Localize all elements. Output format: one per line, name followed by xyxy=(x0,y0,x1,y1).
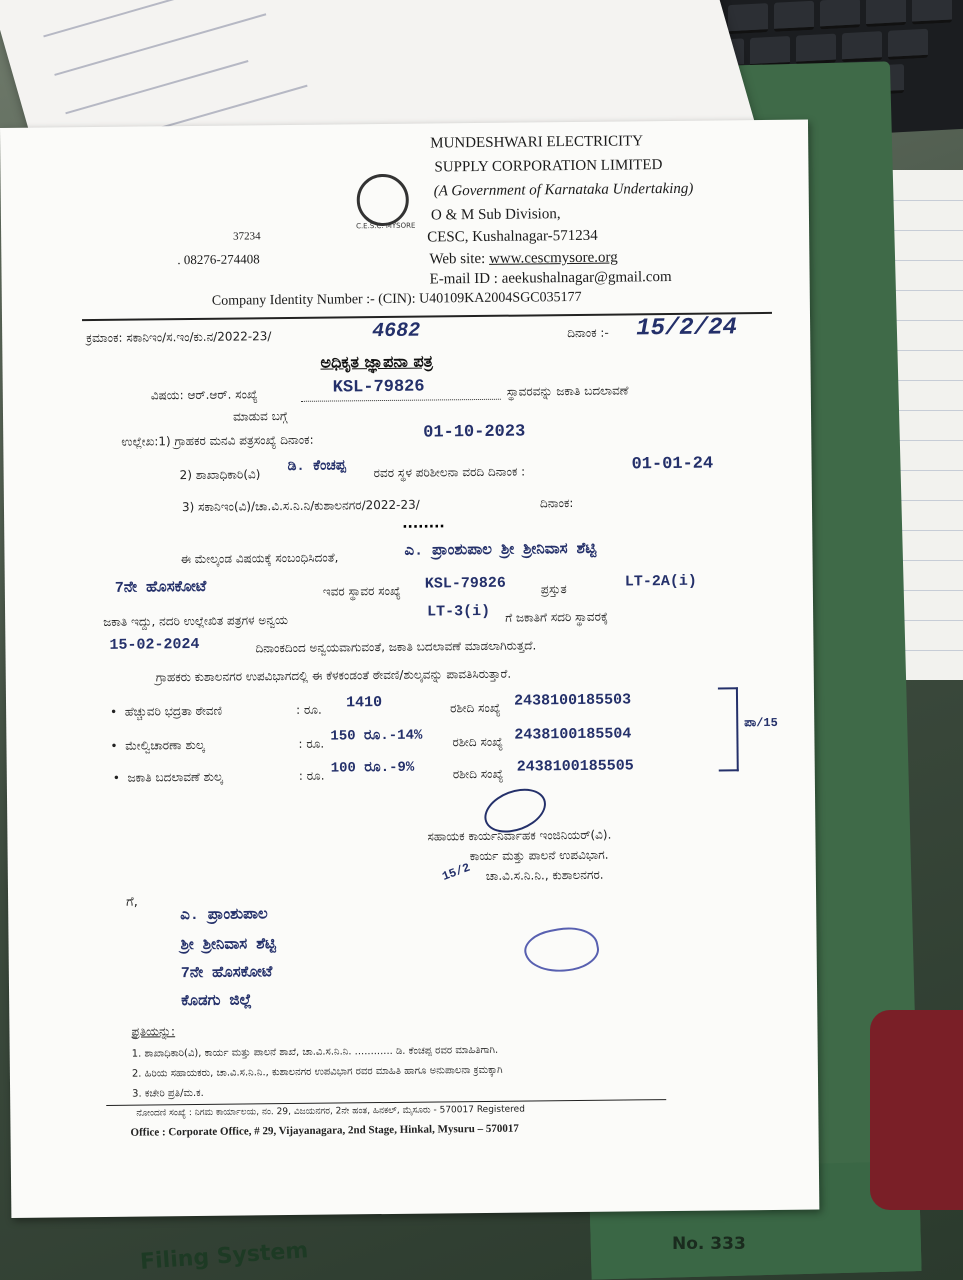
fee-bullet: • xyxy=(110,738,126,753)
footer-divider xyxy=(106,1099,666,1106)
reference1-label: ಉಲ್ಲೇಖ:1) ಗ್ರಾಹಕರ ಮನವಿ ಪತ್ರಸಂಖ್ಯೆ ದಿನಾಂಕ: xyxy=(121,432,314,449)
reference3-label: 3) ಸಕಾನಿಇಂ(ವಿ)/ಚಾ.ವಿ.ಸ.ನಿ.ನಿ/ಕುಶಾಲನಗರ/2022-23/ xyxy=(181,497,420,515)
fee-row xyxy=(110,704,222,720)
body-text6: ದಿನಾಂಕದಿಂದ ಅನ್ವಯವಾಗುವಂತೆ, ಜಕಾತಿ ಬದಲಾವಣೆ ಮಾಡಲಾಗಿರುತ್ತದೆ. xyxy=(255,638,537,656)
reference3-date-label: ದಿನಾಂಕ: xyxy=(539,496,574,511)
fee-row xyxy=(110,738,204,754)
separator-dots: ........ xyxy=(402,515,445,532)
fee-bullet: • xyxy=(112,770,128,785)
body-effective-date: 15-02-2024 xyxy=(109,635,200,654)
fee-row xyxy=(113,770,223,786)
fee-amount: 150 ರೂ.-14% xyxy=(330,727,423,745)
subject-line2: ಮಾಡುವ ಬಗ್ಗೆ xyxy=(232,409,288,424)
fee-receipt-number: 2438100185503 xyxy=(513,691,632,710)
fee-receipt-label: ರಶೀದಿ ಸಂಖ್ಯೆ xyxy=(452,766,504,782)
website-label: Web site: xyxy=(429,250,486,268)
website-link[interactable]: www.cescmysore.org xyxy=(488,249,618,267)
body-consumer-name: ಎ. ಪ್ರಾಂಶುಪಾಲ ಶ್ರೀ ಶ್ರೀನಿವಾಸ ಶೆಟ್ಟಿ xyxy=(404,540,597,560)
company-cin: Company Identity Number :- (CIN): U40109KA2004SGC035177 xyxy=(211,289,582,309)
website-row xyxy=(429,250,618,269)
office-address: CESC, Kushalnagar-571234 xyxy=(427,227,598,246)
sub-division: O & M Sub Division, xyxy=(430,206,561,224)
reference1-date: 01-10-2023 xyxy=(423,422,526,443)
copy-item: 3. ಕಚೇರಿ ಪ್ರತಿ/ಮ.ಕ. xyxy=(132,1087,204,1100)
reference-number: 4682 xyxy=(372,319,421,344)
body-village: 7ನೇ ಹೊಸಕೋಟೆ xyxy=(114,578,207,597)
body-old-tariff: LT-2A(i) xyxy=(624,572,697,591)
email-address[interactable]: aeekushalnagar@gmail.com xyxy=(501,268,672,287)
email-label: E-mail ID : xyxy=(429,270,499,288)
govt-undertaking: (A Government of Karnataka Undertaking) xyxy=(433,180,694,200)
reference2-officer: ಡಿ. ಕೆಂಚಪ್ಪ xyxy=(287,458,346,476)
fee-receipt-label: ರಶೀದಿ ಸಂಖ್ಯೆ xyxy=(452,734,504,750)
letter-date: 15/2/24 xyxy=(635,314,738,343)
bracket-note: ಪಾ/15 xyxy=(744,715,778,731)
folder-number: No. 333 xyxy=(672,1234,746,1254)
fee-receipt-number: 2438100185504 xyxy=(514,725,632,744)
fee-amount: 1410 xyxy=(345,694,383,712)
body-text3: ಪ್ರಸ್ತುತ xyxy=(540,582,567,597)
date-label: ದಿನಾಂಕ :- xyxy=(567,325,609,341)
official-memo-paper xyxy=(0,120,819,1218)
signature-date: 15/2 xyxy=(440,860,473,884)
footer-registered: ನೋಂದಣಿ ಸಂಖ್ಯೆ : ನಿಗಮ ಕಾರ್ಯಾಲಯ, ನಂ. 29, ವಿಜಯನಗರ, 2ನೇ ಹಂತ, ಹಿನಕಲ್, ಮೈಸೂರು - 570017 Registered xyxy=(136,1104,525,1119)
addressee-line: ಶ್ರೀ ಶ್ರೀನಿವಾಸ ಶೆಟ್ಟಿ xyxy=(180,936,276,955)
folder-brand: Filing System xyxy=(139,1238,310,1275)
to-label: ಗೆ, xyxy=(126,894,138,910)
company-name-line2: SUPPLY CORPORATION LIMITED xyxy=(434,157,663,176)
signatory-office: ಚಾ.ವಿ.ಸ.ನಿ.ನಿ., ಕುಶಾಲನಗರ. xyxy=(485,867,604,883)
copy-item: 1. ಶಾಖಾಧಿಕಾರಿ(ವಿ), ಕಾರ್ಯ ಮತ್ತು ಪಾಲನೆ ಶಾಖೆ, ಚಾ.ವಿ.ಸ.ನಿ.ನಿ. ............ ಡಿ. ಕೆಂಚಪ್ಪ ರವರ ಮಾಹಿತಿಗಾಗಿ. xyxy=(131,1044,499,1060)
subject-label: ವಿಷಯ: ಆರ್.ಆರ್. ಸಂಖ್ಯೆ xyxy=(150,387,258,403)
fee-label: ಮೇಲ್ವಿಚಾರಣಾ ಶುಲ್ಕ xyxy=(125,737,205,753)
footer-office: Office : Corporate Office, # 29, Vijayanagara, 2nd Stage, Hinkal, Mysuru – 570017 xyxy=(130,1122,519,1139)
signatory-designation: ಸಹಾಯಕ ಕಾರ್ಯನಿರ್ವಾಹಕ ಇಂಜಿನಿಯರ್(ವಿ). xyxy=(427,827,612,844)
fees-bracket xyxy=(718,687,739,771)
subject-rr-number: KSL-79826 xyxy=(332,377,425,398)
body-text4: ಜಕಾತಿ ಇದ್ದು, ನದರಿ ಉಲ್ಲೇಖಿತ ಪತ್ರಗಳ ಅನ್ವಯ xyxy=(103,613,289,629)
initial-signature xyxy=(521,922,602,979)
reference-prefix: ಕ್ರಮಾಂಕ: ಸಕಾನಿಇಂ/ಸ.ಇಂ/ಕು.ನ/2022-23/ xyxy=(86,329,272,346)
email-row xyxy=(430,269,672,289)
body-rr-number: KSL-79826 xyxy=(424,574,506,593)
fee-receipt-number: 2438100185505 xyxy=(516,757,634,776)
subject-tail: ಸ್ಥಾವರವನ್ನು ಜಕಾತಿ ಬದಲಾವಣೆ xyxy=(506,383,629,399)
reference2-tail: ರವರ ಸ್ಥಳ ಪರಿಶೀಲನಾ ವರದಿ ದಿನಾಂಕ : xyxy=(373,464,526,481)
addressee-line: ಎ. ಪ್ರಾಂಶುಪಾಲ xyxy=(180,906,268,925)
reference2-label: 2) ಶಾಖಾಧಿಕಾರಿ(ವಿ) xyxy=(179,467,261,483)
body-new-tariff: LT-3(i) xyxy=(427,602,491,621)
fees-intro: ಗ್ರಾಹಕರು ಕುಶಾಲನಗರ ಉಪವಿಭಾಗದಲ್ಲಿ ಈ ಕೆಳಕಂಡಂತೆ ಠೇವಣಿ/ಶುಲ್ಕವನ್ನು ಪಾವತಿಸಿರುತ್ತಾರೆ. xyxy=(155,666,512,685)
addressee-line: 7ನೇ ಹೊಸಕೋಟೆ xyxy=(180,964,273,983)
red-object xyxy=(870,1010,963,1210)
signatory-section: ಕಾರ್ಯ ಮತ್ತು ಪಾಲನೆ ಉಪವಿಭಾಗ. xyxy=(469,847,609,864)
phone-number: . 08276-274408 xyxy=(177,251,260,268)
fee-receipt-label: ರಶೀದಿ ಸಂಖ್ಯೆ xyxy=(450,700,501,716)
logo-caption: C.E.S.C. MYSORE xyxy=(356,221,416,231)
fee-rs: : ರೂ. xyxy=(296,702,322,717)
fee-rs: : ರೂ. xyxy=(298,736,325,751)
body-text2: ಇವರ ಸ್ಥಾವರ ಸಂಖ್ಯೆ xyxy=(322,583,401,599)
body-intro: ಈ ಮೇಲ್ಕಂಡ ವಿಷಯಕ್ಕೆ ಸಂಬಂಧಿಸಿದಂತೆ, xyxy=(180,550,339,567)
phone-fragment: 37234 xyxy=(233,230,261,243)
cesc-logo xyxy=(357,174,410,227)
fee-label: ಜಕಾತಿ ಬದಲಾವಣೆ ಶುಲ್ಕ xyxy=(127,769,223,785)
addressee-line: ಕೊಡಗು ಜಿಲ್ಲೆ xyxy=(181,992,252,1011)
fee-label: ಹೆಚ್ಚುವರಿ ಭದ್ರತಾ ಠೇವಣಿ xyxy=(124,703,223,719)
memo-title: ಅಧಿಕೃತ ಜ್ಞಾಪನಾ ಪತ್ರ xyxy=(320,351,433,372)
copy-item: 2. ಹಿರಿಯ ಸಹಾಯಕರು, ಚಾ.ವಿ.ಸ.ನಿ.ನಿ., ಕುಶಾಲನಗರ ಉಪವಿಭಾಗ ರವರ ಮಾಹಿತಿ ಹಾಗೂ ಅನುಪಾಲನಾ ಕ್ರಮಕ್ಕಾಗಿ xyxy=(131,1064,503,1080)
copy-label: ಪ್ರತಿಯನ್ನು: xyxy=(131,1024,176,1039)
fee-amount: 100 ರೂ.-9% xyxy=(330,759,415,777)
fee-bullet: • xyxy=(110,704,125,719)
reference2-date: 01-01-24 xyxy=(631,454,714,475)
fee-rs: : ರೂ. xyxy=(298,768,325,783)
company-name-line1: MUNDESHWARI ELECTRICITY xyxy=(430,133,644,152)
body-text5: ಗೆ ಜಕಾತಿಗೆ ಸದರಿ ಸ್ಥಾವರಕ್ಕೆ xyxy=(505,609,609,625)
